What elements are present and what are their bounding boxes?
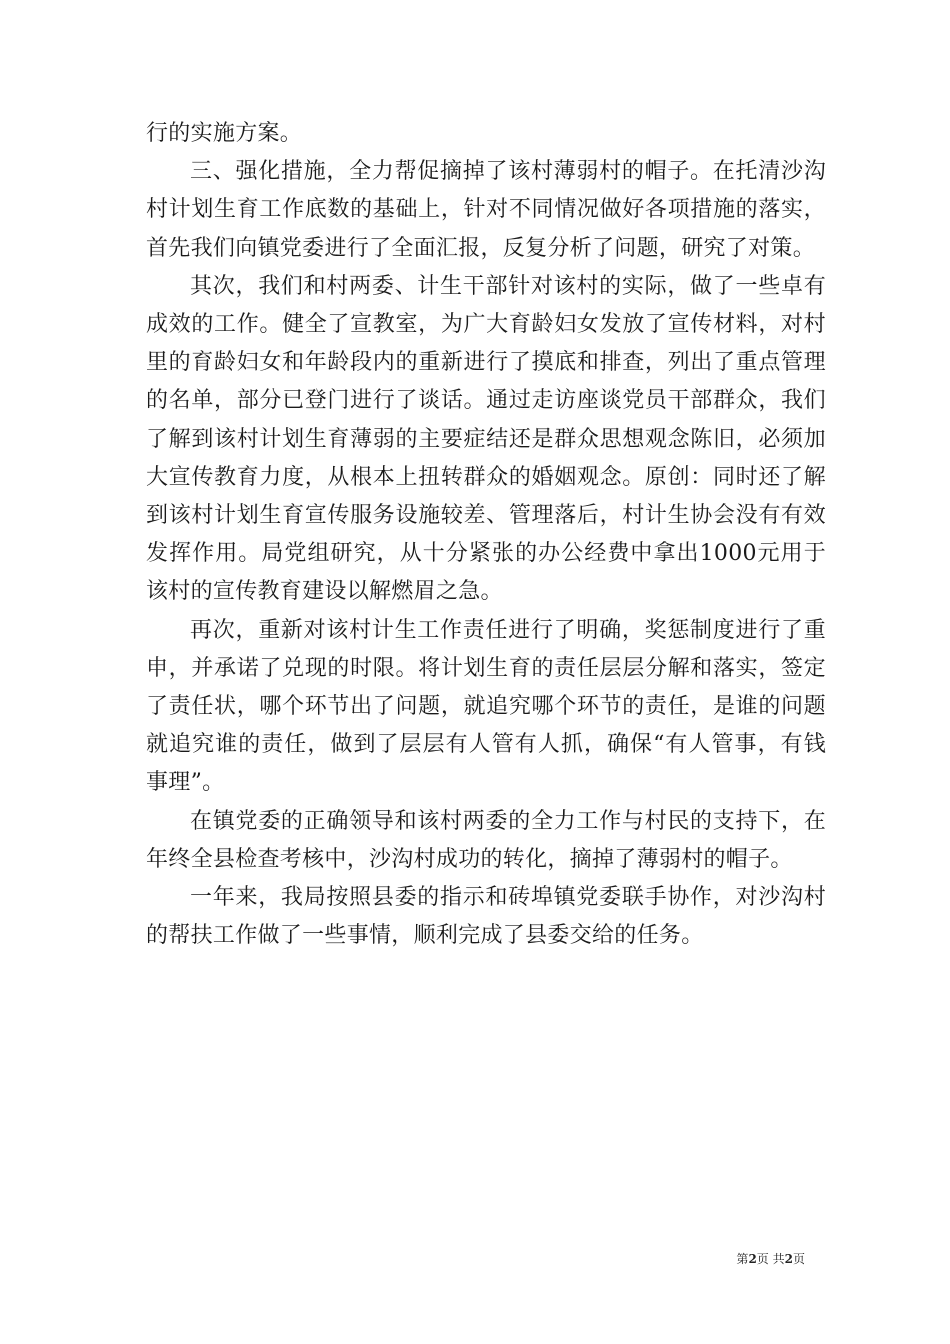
paragraph-summary: 一年来，我局按照县委的指示和砖埠镇党委联手协作，对沙沟村的帮扶工作做了一些事情，顺利完成了县委交给的任务。 [146,885,826,949]
paragraph-result: 在镇党委的正确领导和该村两委的全力工作与村民的支持下，在年终全县检查考核中，沙沟村成功的转化，摘掉了薄弱村的帽子。 [146,808,826,872]
footer-total-pages: 2 [784,1252,793,1266]
footer-suffix: 页 [792,1252,805,1266]
page-footer [736,1250,805,1267]
document-body [146,115,826,955]
footer-middle: 页 共 [756,1252,785,1266]
footer-current-page: 2 [748,1252,757,1266]
paragraph-measures: 三、强化措施，全力帮促摘掉了该村薄弱村的帽子。在托清沙沟村计划生育工作底数的基础上，针对不同情况做好各项措施的落实，首先我们向镇党委进行了全面汇报，反复分析了问题，研究了对策。 [146,159,826,261]
footer-prefix: 第 [736,1252,749,1266]
paragraph-thirdly: 再次，重新对该村计生工作责任进行了明确，奖惩制度进行了重申，并承诺了兑现的时限。将计划生育的责任层层分解和落实，签定了责任状，哪个环节出了问题，就追究哪个环节的责任，是谁的问题就追究谁的责任，做到了层层有人管有人抓，确保“有人管事，有钱事理”。 [146,617,826,796]
paragraph-continuation: 行的实施方案。 [146,121,303,146]
paragraph-secondly: 其次，我们和村两委、计生干部针对该村的实际，做了一些卓有成效的工作。健全了宣教室，为广大育龄妇女发放了宣传材料，对村里的育龄妇女和年龄段内的重新进行了摸底和排查，列出了重点管理的名单，部分已登门进行了谈话。通过走访座谈党员干部群众，我们了解到该村计划生育薄弱的主要症结还是群众思想观念陈旧，必须加大宣传教育力度，从根本上扭转群众的婚姻观念。原创：同时还了解到该村计划生育宣传服务设施较差、管理落后，村计生协会没有有效发挥作用。局党组研究，从十分紧张的办公经费中拿出1000元用于该村的宣传教育建设以解燃眉之急。 [146,273,826,605]
